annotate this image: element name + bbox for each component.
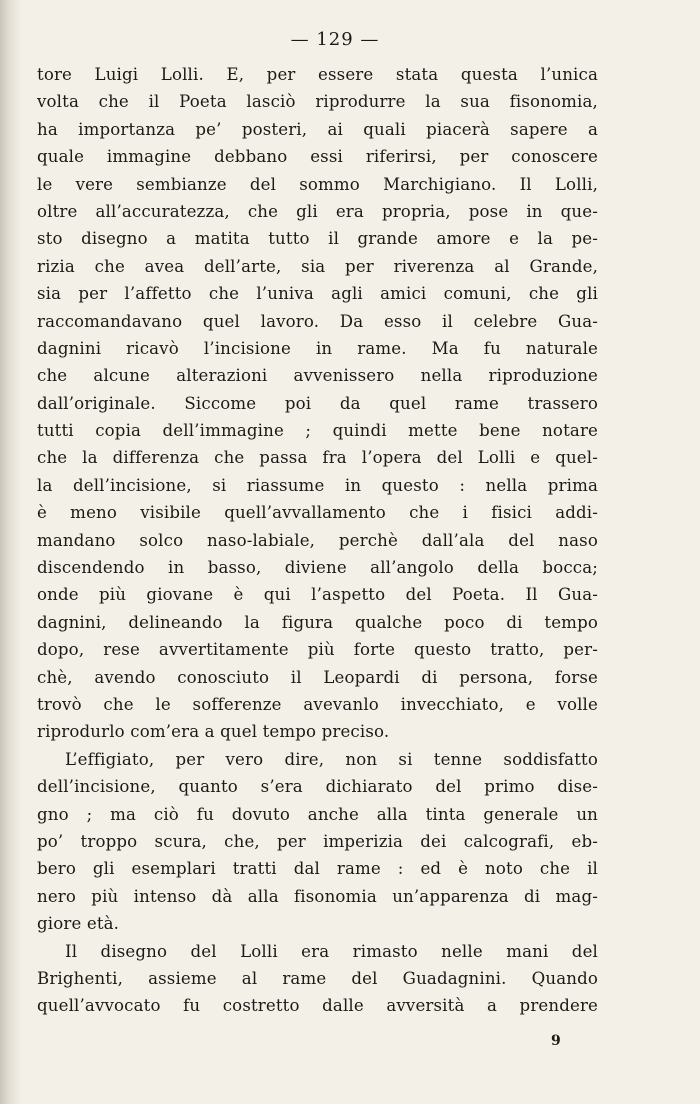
text-line: dell’incisione, quanto s’era dichiarato del primo dise- (37, 777, 598, 797)
text-line: raccomandavano quel lavoro. Da esso il celebre Gua- (37, 311, 598, 331)
text-line: bero gli esemplari tratti dal rame : ed è noto che il (37, 859, 598, 879)
text-line: riprodurlo com’era a quel tempo preciso. (37, 722, 390, 742)
text-line: dall’originale. Siccome poi da quel rame trassero (37, 393, 598, 413)
text-line: Brighenti, assieme al rame del Guadagnini. Quando (37, 968, 598, 988)
text-line: dagnini, delineando la figura qualche poco di tempo (37, 612, 598, 632)
text-line: gno ; ma ciò fu dovuto anche alla tinta generale un (37, 804, 598, 824)
text-line: sia per l’affetto che l’univa agli amici comuni, che gli (37, 284, 598, 304)
text-line: la dell’incisione, si riassume in questo : nella prima (37, 475, 598, 495)
text-line: rizia che avea dell’arte, sia per riverenza al Grande, (37, 256, 598, 276)
body-text (37, 61, 598, 1020)
text-line: dagnini ricavò l’incisione in rame. Ma fu naturale (37, 338, 598, 358)
text-line: nero più intenso dà alla fisonomia un’apparenza di mag- (37, 886, 598, 906)
text-line: dopo, rese avvertitamente più forte questo tratto, per- (37, 640, 598, 660)
text-line: oltre all’accuratezza, che gli era propria, pose in que- (37, 201, 598, 221)
text-line: ha importanza pe’ posteri, ai quali piacerà sapere a (37, 119, 598, 139)
page-gutter-shadow (0, 0, 22, 1104)
text-line: trovò che le sofferenze avevanlo invecchiato, e volle (37, 694, 598, 714)
text-line: po’ troppo scura, che, per imperizia dei calcografi, eb- (37, 831, 598, 851)
text-line: mandano solco naso-labiale, perchè dall’ala del naso (37, 530, 598, 550)
text-line: L’effigiato, per vero dire, non si tenne soddisfatto (65, 749, 598, 769)
page-number-header: — 129 — (290, 29, 380, 50)
text-line: chè, avendo conosciuto il Leopardi di persona, forse (37, 667, 598, 687)
signature-mark: 9 (551, 1033, 561, 1049)
text-line: onde più giovane è qui l’aspetto del Poeta. Il Gua- (37, 585, 598, 605)
text-line: quell’avvocato fu costretto dalle avversità a prendere (37, 996, 598, 1016)
text-line: tore Luigi Lolli. E, per essere stata questa l’unica (37, 65, 598, 84)
text-line: volta che il Poeta lasciò riprodurre la sua fisonomia, (37, 92, 598, 112)
text-line: che la differenza che passa fra l’opera del Lolli e quel- (37, 448, 598, 468)
text-line: sto disegno a matita tutto il grande amore e la pe- (37, 229, 598, 249)
text-line: giore età. (37, 914, 120, 934)
text-line: le vere sembianze del sommo Marchigiano. Il Lolli, (37, 174, 598, 194)
text-line: tutti copia dell’immagine ; quindi mette bene notare (37, 421, 598, 441)
text-line: che alcune alterazioni avvenissero nella riproduzione (37, 366, 598, 386)
text-line: quale immagine debbano essi riferirsi, per conoscere (37, 147, 598, 167)
text-line: è meno visibile quell’avvallamento che i fisici addi- (37, 503, 598, 523)
text-line: discendendo in basso, diviene all’angolo della bocca; (37, 558, 598, 578)
text-line: Il disegno del Lolli era rimasto nelle mani del (65, 941, 598, 961)
